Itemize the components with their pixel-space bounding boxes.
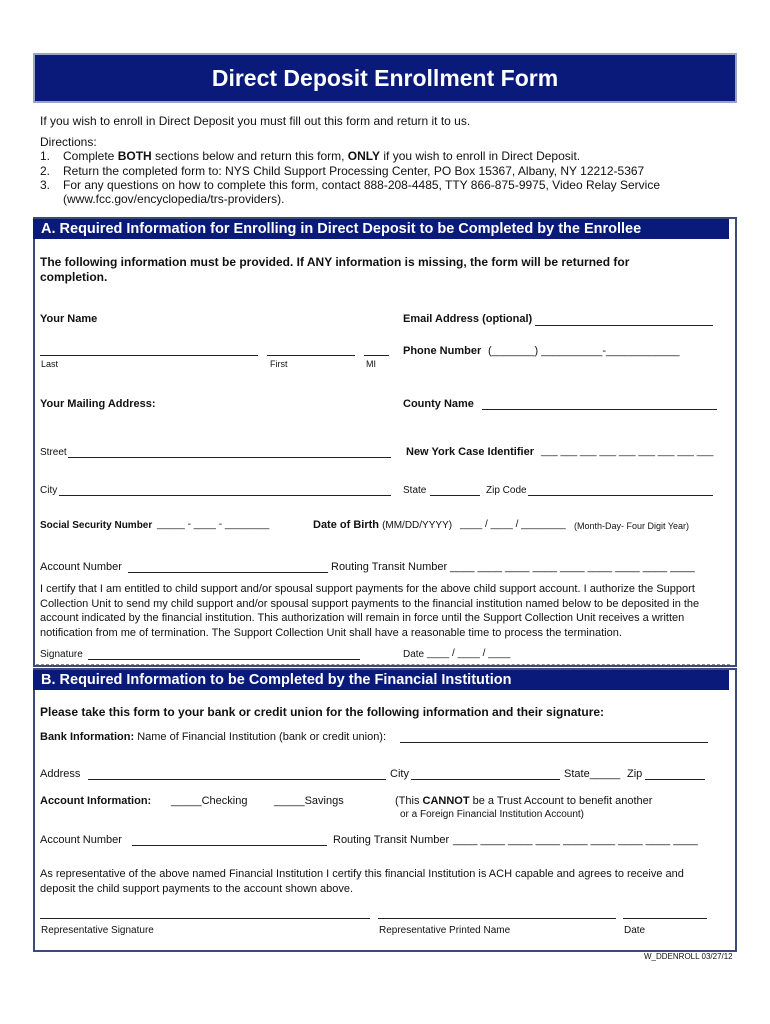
date-input[interactable]: ____ / ____ / ____ (427, 648, 511, 659)
county-label: County Name (403, 398, 474, 410)
bank-account-label: Account Number (40, 834, 122, 846)
bank-state-label (564, 768, 620, 780)
savings-option[interactable]: _____Savings (274, 795, 344, 807)
bank-address-label: Address (40, 768, 81, 780)
direction-number: 1. (40, 149, 51, 163)
trust-note (395, 795, 652, 807)
county-input[interactable] (482, 409, 717, 410)
notice-text: The following information must be provided. If ANY information is missing, the form will be returned for (40, 255, 630, 269)
state-label: State (403, 485, 427, 496)
direction-3-link: (www.fcc.gov/encyclopedia/trs-providers). (63, 192, 285, 206)
section-a-heading: A. Required Information for Enrolling in Direct Deposit to be Completed by the Enrollee (33, 219, 729, 239)
signature-label: Signature (40, 649, 83, 660)
dob-label (313, 519, 452, 531)
direction-3 (40, 178, 661, 192)
certification-text (40, 582, 699, 640)
ssn-input[interactable]: _____ - ____ - ________ (157, 519, 270, 530)
form-code: W_DDENROLL 03/27/12 (644, 952, 733, 961)
phone-input[interactable]: (_______) __________-____________ (488, 345, 680, 357)
ssn-label: Social Security Number (40, 520, 153, 531)
direction-2 (40, 164, 645, 178)
trust-note-2: or a Foreign Financial Institution Account) (400, 809, 584, 820)
bank-info-label: Bank Information: (40, 731, 135, 743)
emphasis-only: ONLY (347, 149, 381, 163)
bank-name-label: Name of Financial Institution (bank or credit union): (137, 731, 387, 743)
street-input[interactable] (68, 457, 391, 458)
rep-name-input[interactable] (378, 918, 616, 919)
account-info-label: Account Information: (40, 795, 152, 807)
direction-3-text: For any questions on how to complete this form, contact 888-208-4485, TTY 866-875-9975, Video Relay Service (63, 178, 661, 192)
section-b-instruction: Please take this form to your bank or credit union for the following information and their signature: (40, 705, 605, 719)
bank-name-input[interactable] (400, 742, 708, 743)
text: be a Trust Account to benefit another (469, 795, 653, 807)
last-caption: Last (41, 359, 59, 369)
bank-city-label: City (390, 768, 409, 780)
case-id-label: New York Case Identifier (406, 446, 534, 458)
street-label: Street (40, 447, 67, 458)
checking-option[interactable]: _____Checking (171, 795, 248, 807)
city-input[interactable] (59, 495, 391, 496)
rep-cert-line: deposit the child support payments to the account shown above. (40, 882, 354, 895)
phone-label: Phone Number (403, 345, 482, 357)
rep-date-caption: Date (624, 925, 646, 936)
cut-line (36, 664, 730, 665)
state-text: State (564, 768, 590, 780)
bank-address-input[interactable] (88, 779, 386, 780)
representative-certification (40, 867, 684, 896)
certification-line: account indicated by the financial institution. This authorization will remain in force until the Support Collection Unit receives a written (40, 612, 685, 624)
dob-input[interactable]: ____ / ____ / ________ (460, 519, 566, 530)
dob-label-text: Date of Birth (313, 519, 379, 531)
certification-line: I certify that I am entitled to child support and/or spousal support payments for the above child support account. I authorize the Support (40, 583, 695, 595)
state-input[interactable] (430, 495, 480, 496)
emphasis-both: BOTH (117, 149, 152, 163)
mi-input[interactable] (364, 355, 389, 356)
direction-1-text (63, 149, 580, 163)
direction-number: 2. (40, 164, 51, 178)
direction-2-text: Return the completed form to: NYS Child Support Processing Center, PO Box 15367, Albany, NY 12212-5367 (63, 164, 645, 178)
bank-state-input[interactable]: _____ (589, 768, 621, 780)
your-name-label: Your Name (40, 313, 98, 325)
directions-heading: Directions: (40, 135, 97, 149)
city-label: City (40, 485, 58, 496)
signature-input[interactable] (88, 659, 360, 660)
bank-zip-input[interactable] (645, 779, 705, 780)
rep-signature-caption: Representative Signature (41, 925, 154, 936)
email-input[interactable] (535, 325, 713, 326)
date-label: Date (403, 649, 425, 660)
first-name-input[interactable] (267, 355, 355, 356)
bank-info-row (40, 731, 386, 743)
mi-caption: MI (366, 359, 376, 369)
first-caption: First (270, 359, 288, 369)
rep-signature-input[interactable] (40, 918, 370, 919)
routing-label: Routing Transit Number (331, 561, 448, 573)
bank-routing-label: Routing Transit Number (333, 834, 450, 846)
section-b-heading: B. Required Information to be Completed by the Financial Institution (33, 670, 729, 690)
dob-note: (Month-Day- Four Digit Year) (574, 521, 690, 531)
bank-zip-label: Zip (627, 768, 643, 780)
certification-line: notification from me of termination. The Support Collection Unit shall have a reasonable time to process the termination. (40, 626, 622, 639)
bank-routing-input[interactable]: ____ ____ ____ ____ ____ ____ ____ ____ ____ (453, 834, 698, 846)
title-banner (33, 53, 737, 103)
account-label: Account Number (40, 561, 122, 573)
case-id-input[interactable]: ___ ___ ___ ___ ___ ___ ___ ___ ___ (541, 446, 714, 457)
text: sections below and return this form, (151, 149, 348, 163)
text: Complete (63, 149, 118, 163)
zip-label: Zip Code (486, 485, 527, 496)
routing-input[interactable]: ____ ____ ____ ____ ____ ____ ____ ____ ____ (450, 561, 695, 573)
rep-date-input[interactable] (623, 918, 707, 919)
notice-text-2: completion. (40, 270, 108, 284)
bank-city-input[interactable] (411, 779, 560, 780)
account-input[interactable] (128, 572, 328, 573)
zip-input[interactable] (528, 495, 713, 496)
bank-account-input[interactable] (132, 845, 327, 846)
intro-text: If you wish to enroll in Direct Deposit you must fill out this form and return it to us. (40, 114, 471, 128)
emphasis-cannot: CANNOT (422, 795, 470, 807)
mailing-label: Your Mailing Address: (40, 398, 156, 410)
email-label: Email Address (optional) (403, 313, 533, 325)
last-name-input[interactable] (40, 355, 258, 356)
direction-number: 3. (40, 178, 51, 192)
rep-cert-line: As representative of the above named Financial Institution I certify this financial Institution is ACH capable and agrees to receive and (40, 868, 684, 880)
direction-1 (40, 149, 581, 163)
dob-format: (MM/DD/YYYY) (382, 520, 453, 531)
rep-name-caption: Representative Printed Name (379, 925, 511, 936)
text: (This (395, 795, 423, 807)
certification-line: Collection Unit to send my child support and/or spousal support payments to the financial institution named below to be deposited in the (40, 597, 700, 610)
form-title: Direct Deposit Enrollment Form (211, 65, 559, 91)
text: if you wish to enroll in Direct Deposit. (380, 149, 581, 163)
